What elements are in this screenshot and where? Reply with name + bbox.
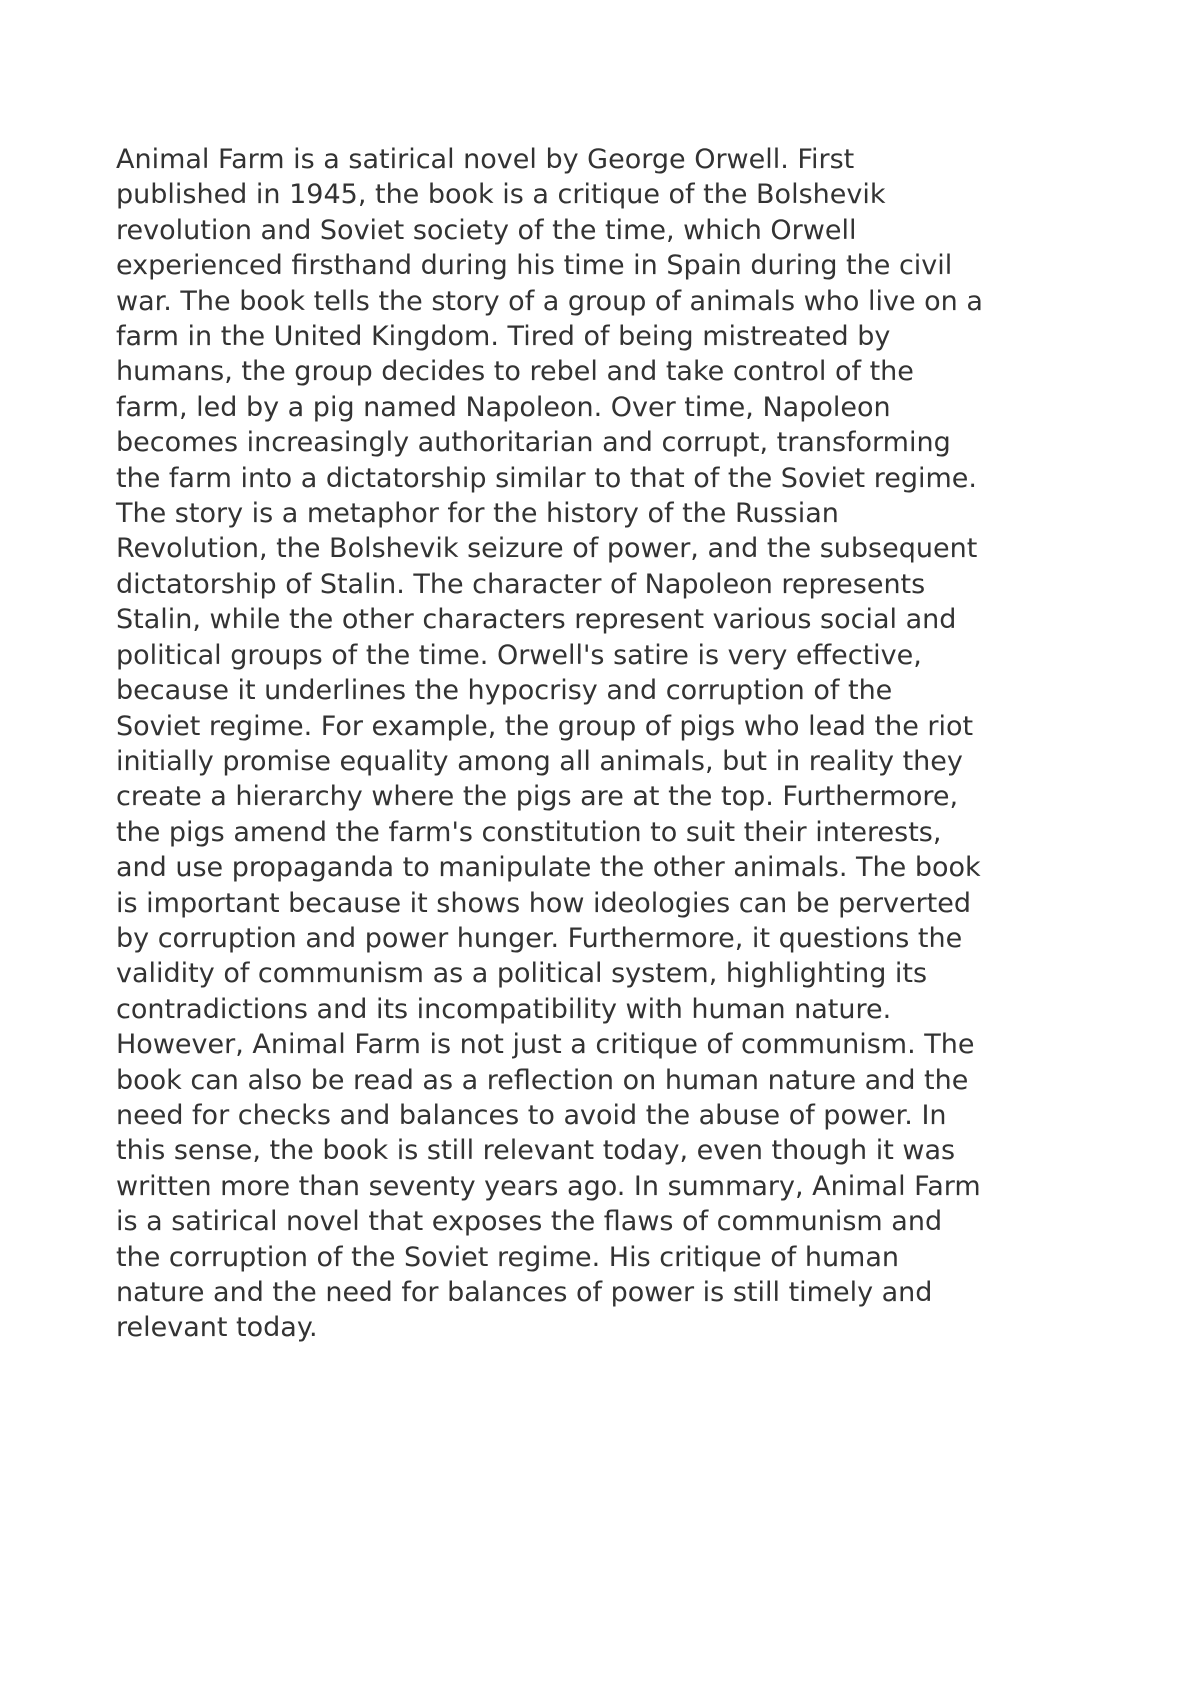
text-line: farm, led by a pig named Napoleon. Over time, Napoleon	[116, 391, 891, 423]
text-line: revolution and Soviet society of the time, which Orwell	[116, 214, 857, 246]
text-line: need for checks and balances to avoid the abuse of power. In	[116, 1099, 947, 1131]
text-line: nature and the need for balances of power is still timely and	[116, 1277, 933, 1308]
text-line: war. The book tells the story of a group of animals who live on a	[116, 285, 983, 317]
text-line: contradictions and its incompatibility with human nature.	[116, 993, 892, 1025]
text-line: is important because it shows how ideologies can be perverted	[116, 887, 972, 919]
text-line: farm in the United Kingdom. Tired of being mistreated by	[116, 321, 891, 353]
text-line: Soviet regime. For example, the group of pigs who lead the riot	[116, 710, 974, 742]
text-line: becomes increasingly authoritarian and corrupt, transforming	[116, 427, 951, 459]
text-line: Animal Farm is a satirical novel by George Orwell. First	[116, 144, 855, 175]
text-line: Revolution, the Bolshevik seizure of power, and the subsequent	[116, 533, 978, 565]
text-line: However, Animal Farm is not just a critique of communism. The	[116, 1029, 975, 1061]
text-line: the corruption of the Soviet regime. His critique of human	[116, 1241, 900, 1273]
text-line: by corruption and power hunger. Furthermore, it questions the	[116, 922, 963, 954]
text-line: is a satirical novel that exposes the flaws of communism and	[116, 1206, 943, 1238]
text-line: the pigs amend the farm's constitution to suit their interests,	[116, 816, 942, 848]
text-line: create a hierarchy where the pigs are at the top. Furthermore,	[116, 781, 959, 813]
text-line: and use propaganda to manipulate the other animals. The book	[116, 852, 981, 884]
text-line: relevant today.	[116, 1312, 318, 1344]
text-line: political groups of the time. Orwell's satire is very effective,	[116, 639, 922, 671]
text-line: validity of communism as a political system, highlighting its	[116, 958, 928, 990]
text-line: book can also be read as a reflection on human nature and the	[116, 1064, 969, 1096]
text-line: written more than seventy years ago. In summary, Animal Farm	[116, 1170, 981, 1202]
text-line: Stalin, while the other characters represent various social and	[116, 604, 957, 636]
text-line: the farm into a dictatorship similar to that of the Soviet regime.	[116, 462, 977, 494]
body-paragraph	[116, 142, 983, 1346]
text-line: initially promise equality among all animals, but in reality they	[116, 745, 963, 777]
text-line: humans, the group decides to rebel and take control of the	[116, 356, 914, 388]
text-line: published in 1945, the book is a critique of the Bolshevik	[116, 179, 886, 211]
text-line: experienced firsthand during his time in Spain during the civil	[116, 250, 953, 282]
text-line: dictatorship of Stalin. The character of Napoleon represents	[116, 568, 926, 600]
text-line: The story is a metaphor for the history of the Russian	[116, 498, 839, 530]
text-line: because it underlines the hypocrisy and corruption of the	[116, 675, 893, 707]
text-line: this sense, the book is still relevant today, even though it was	[116, 1135, 956, 1167]
